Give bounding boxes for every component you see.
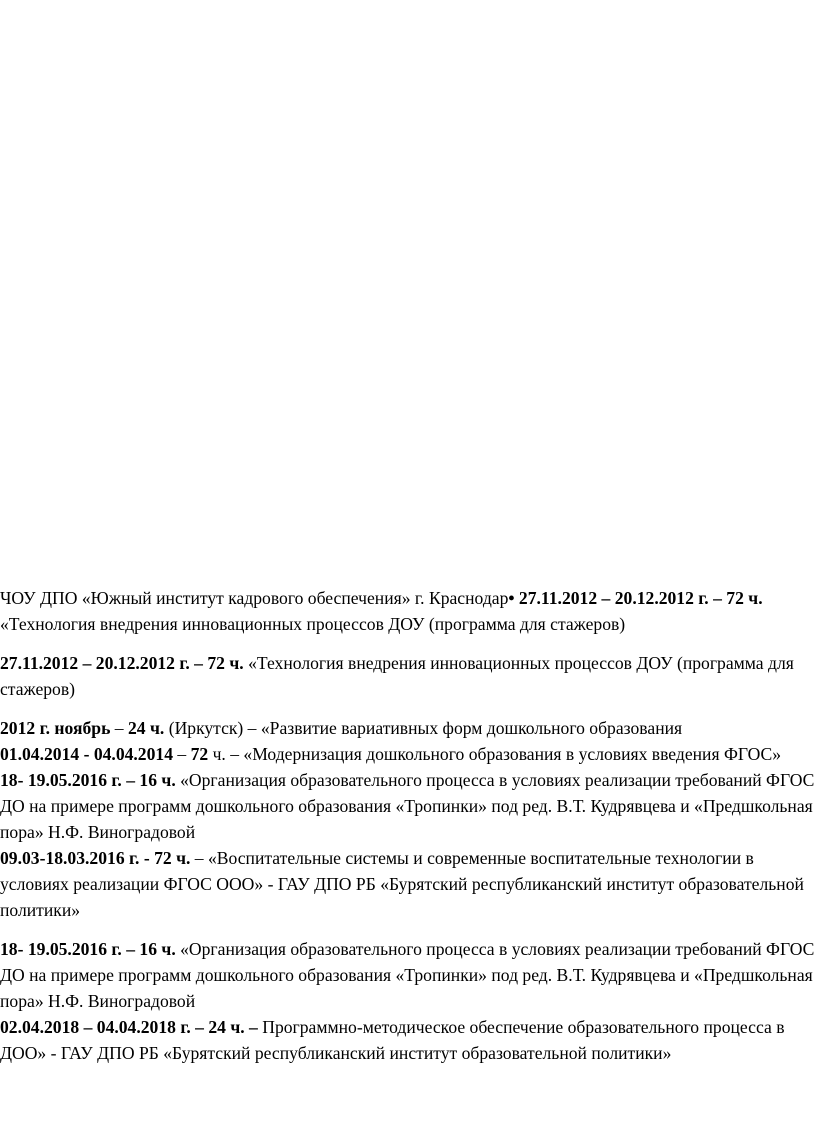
date-range: 27.11.2012 – 20.12.2012 г. – 72 ч. — [0, 653, 244, 673]
spacer — [0, 923, 816, 936]
spacer — [0, 702, 816, 715]
hours-text: 72 — [190, 744, 209, 764]
paragraph-course-irkutsk — [0, 715, 816, 741]
paragraph-institute — [0, 585, 816, 637]
course-title: Программно-методическое обеспечение образовательного процесса в ДОО» - ГАУ ДПО РБ «Бурятский республиканский институт образовательной политики» — [0, 1017, 785, 1063]
date-range: 18- 19.05.2016 г. – 16 ч. — [0, 770, 176, 790]
paragraph-course-2016-may-repeat — [0, 936, 816, 1014]
date-range: 02.04.2018 – 04.04.2018 г. – 24 ч. – — [0, 1017, 258, 1037]
institute-text: ЧОУ ДПО «Южный институт кадрового обеспечения» г. Краснодар — [0, 588, 509, 608]
course-title: «Организация образовательного процесса в условиях реализации требований ФГОС ДО на примере программ дошкольного образования «Тропинки» под ред. В.Т. Кудрявцева и «Предшкольная пора» Н.Ф. Виноградовой — [0, 939, 815, 1011]
paragraph-course-2016-may — [0, 767, 816, 845]
spacer — [0, 637, 816, 650]
course-title: ч. – «Модернизация дошкольного образования в условиях введения ФГОС» — [208, 744, 782, 764]
document-body — [0, 585, 816, 1066]
hours-text: 24 ч. — [127, 718, 165, 738]
paragraph-course-2018 — [0, 1014, 816, 1066]
date-text: 2012 г. ноябрь — [0, 718, 111, 738]
paragraph-course-2012 — [0, 650, 816, 702]
date-range: 18- 19.05.2016 г. – 16 ч. — [0, 939, 176, 959]
course-title: (Иркутск) – «Развитие вариативных форм дошкольного образования — [164, 718, 683, 738]
course-title: «Организация образовательного процесса в условиях реализации требований ФГОС ДО на примере программ дошкольного образования «Тропинки» под ред. В.Т. Кудрявцева и «Предшкольная пора» Н.Ф. Виноградовой — [0, 770, 815, 842]
paragraph-course-2016-march — [0, 845, 816, 923]
date-range: 01.04.2014 - 04.04.2014 — [0, 744, 173, 764]
date-range: 09.03-18.03.2016 г. - 72 ч. — [0, 848, 191, 868]
paragraph-course-2014 — [0, 741, 816, 767]
course-title: «Технология внедрения инновационных процессов ДОУ (программа для стажеров) — [0, 653, 794, 699]
course-title: – «Воспитательные системы и современные воспитательные технологии в условиях реализации ФГОС ООО» - ГАУ ДПО РБ «Бурятский республиканский институт образовательной политики» — [0, 848, 804, 920]
course-title: «Технология внедрения инновационных процессов ДОУ (программа для стажеров) — [0, 614, 626, 634]
date-range: • 27.11.2012 – 20.12.2012 г. – 72 ч. — [508, 588, 763, 608]
dash: – — [110, 718, 128, 738]
dash: – — [173, 744, 191, 764]
